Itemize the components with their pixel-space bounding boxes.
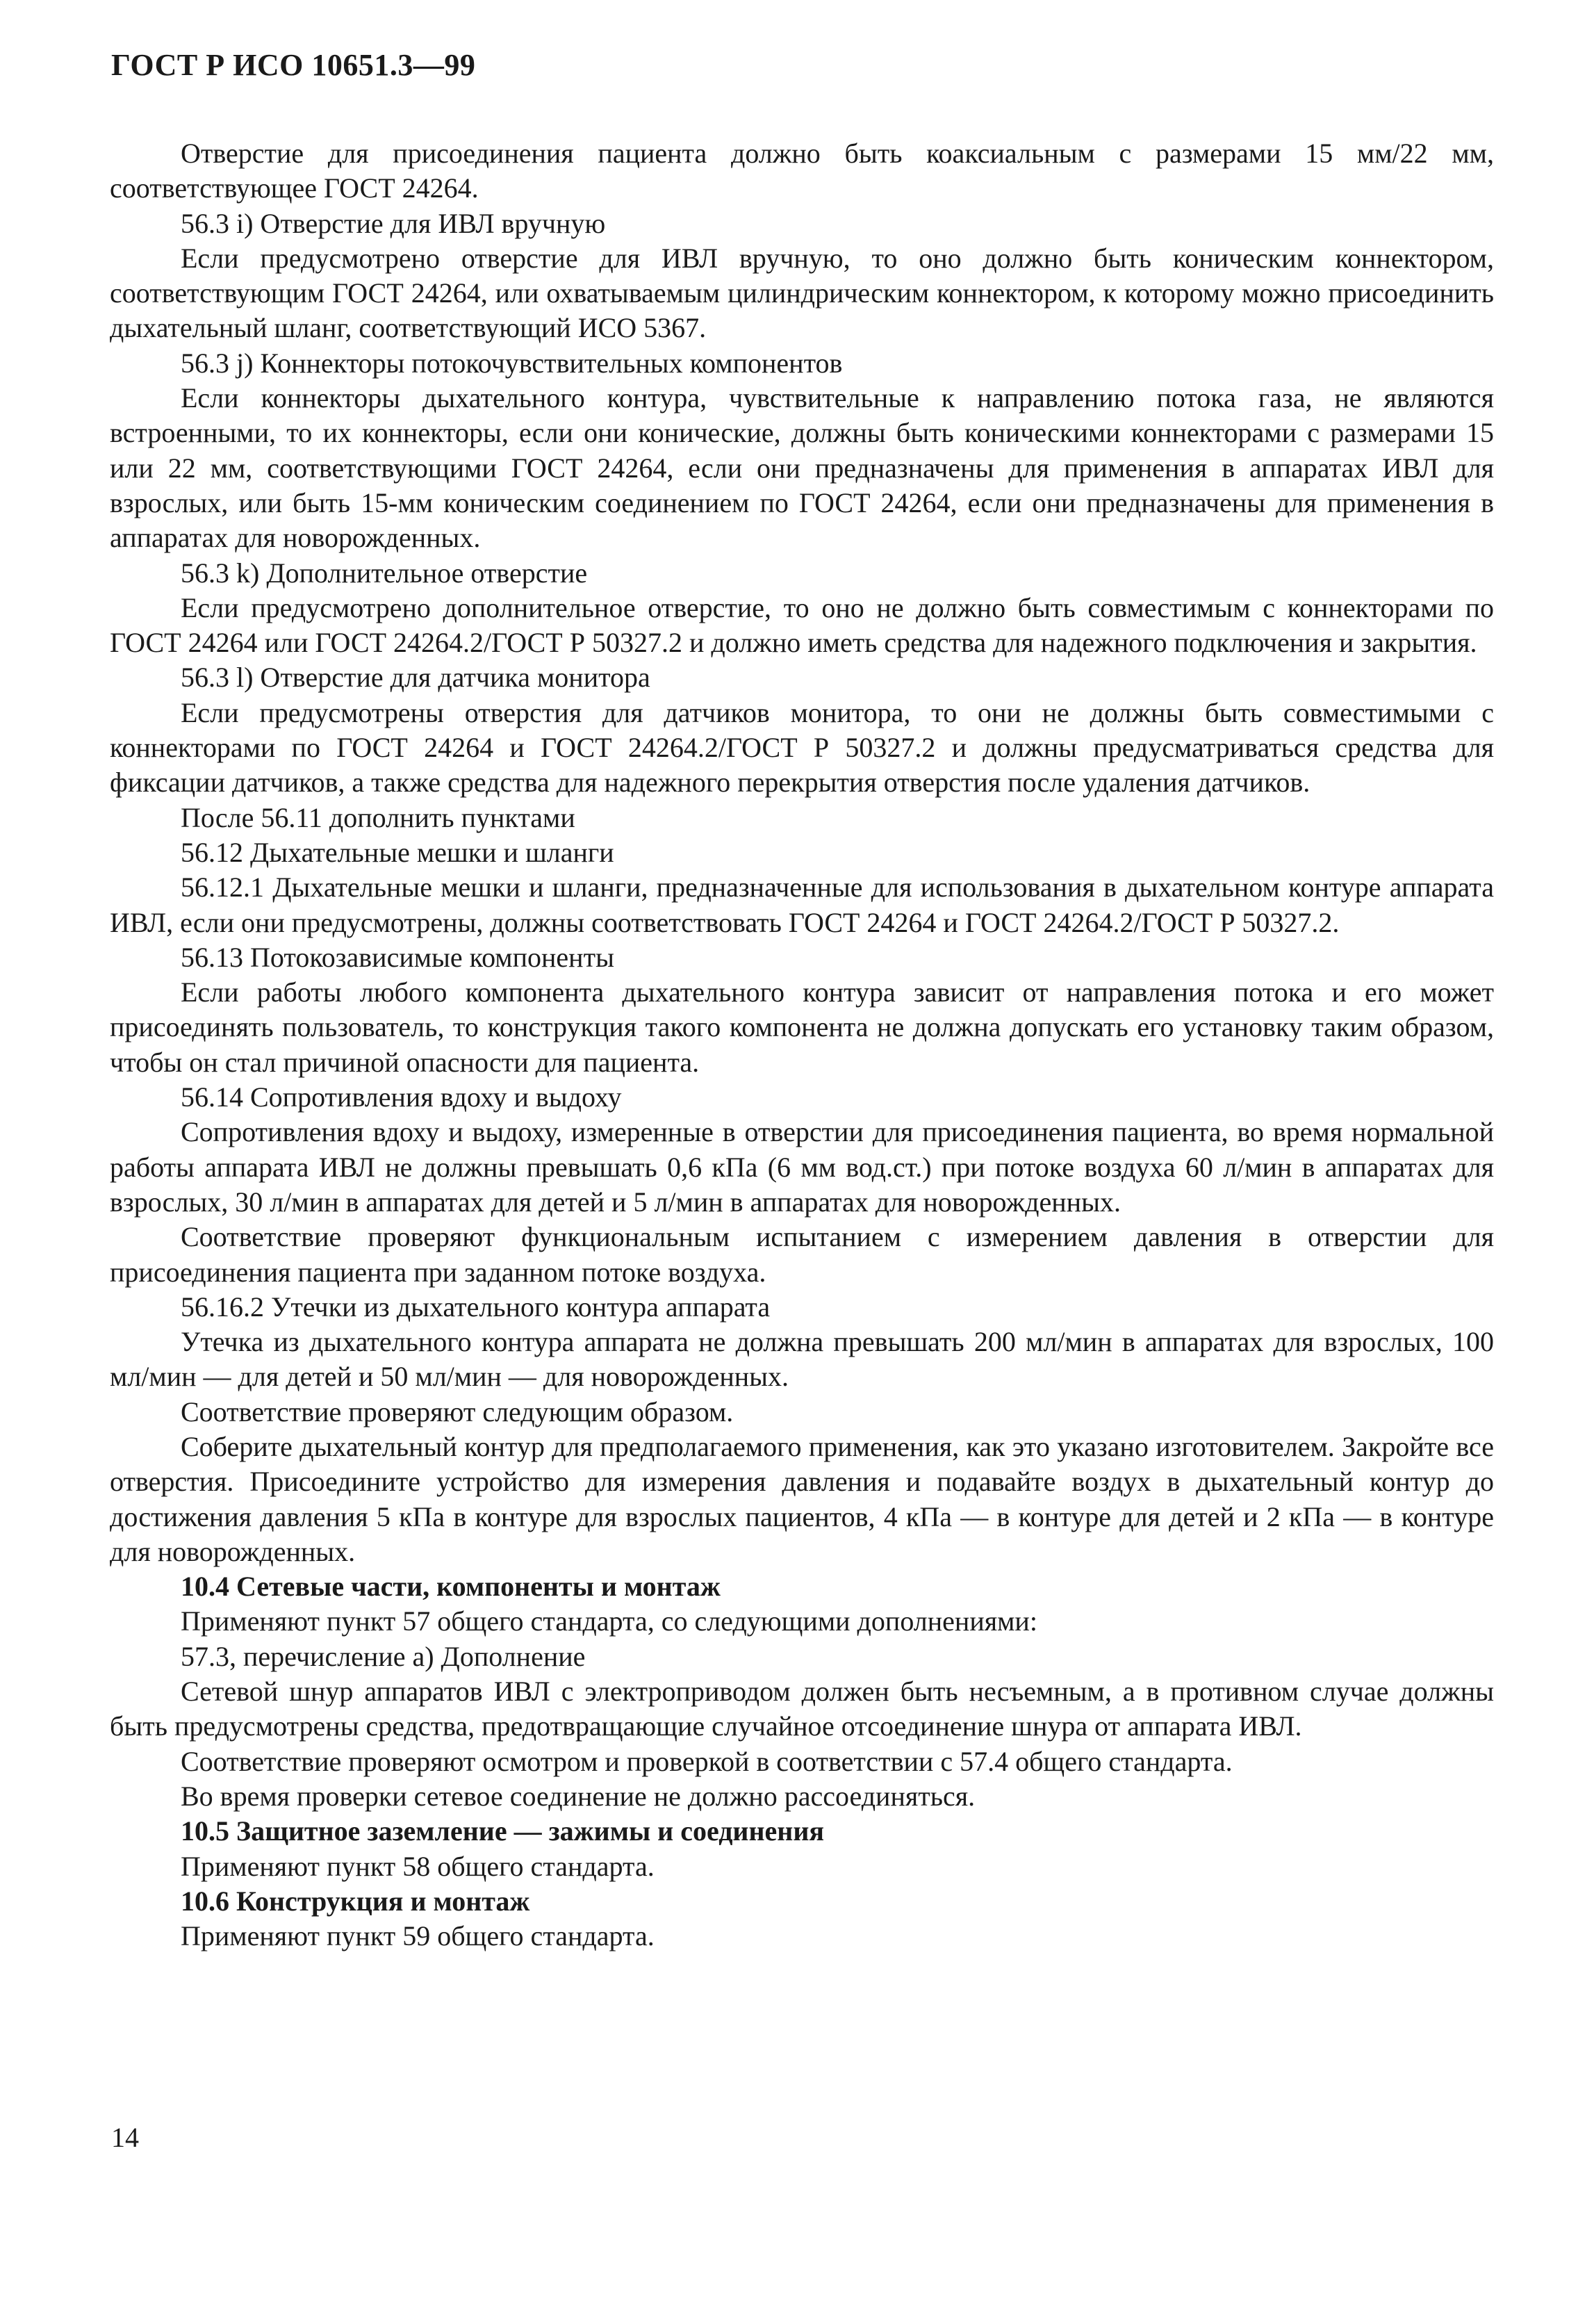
- body-paragraph: После 56.11 дополнить пунктами: [181, 801, 575, 833]
- body-paragraph: Во время проверки сетевое соединение не должно рассоединяться.: [181, 1780, 976, 1812]
- document-body: [110, 136, 1494, 1954]
- document-header: ГОСТ Р ИСО 10651.3—99: [111, 48, 476, 82]
- body-paragraph: 57.3, перечисление а) Дополнение: [181, 1640, 586, 1672]
- body-paragraph: Сопротивления вдоху и выдоху, измеренные в отверстии для присоединения пациента, во время нормальной работы аппарата ИВЛ не должны превышать 0,6 кПа (6 мм вод.ст.) при потоке воздуха 60 л/мин в аппаратах для взрослых, 30 л/мин в аппаратах для детей и 5 л/мин в аппаратах для новорожденных.: [110, 1116, 1494, 1218]
- body-paragraph: Применяют пункт 58 общего стандарта.: [181, 1850, 655, 1882]
- body-paragraph: 56.3 l) Отверстие для датчика монитора: [181, 662, 650, 694]
- body-paragraph: Отверстие для присоединения пациента должно быть коаксиальным с размерами 15 мм/22 мм, соответствующее ГОСТ 24264.: [110, 138, 1494, 204]
- body-paragraph: 56.14 Сопротивления вдоху и выдоху: [181, 1081, 622, 1113]
- body-paragraph: Соответствие проверяют функциональным испытанием с измерением давления в отверстии для присоединения пациента при заданном потоке воздуха.: [110, 1221, 1494, 1288]
- body-paragraph: Применяют пункт 57 общего стандарта, со следующими дополнениями:: [181, 1605, 1037, 1637]
- body-paragraph: 56.12.1 Дыхательные мешки и шланги, предназначенные для использования в дыхательном контуре аппарата ИВЛ, если они предусмотрены, должны соответствовать ГОСТ 24264 и ГОСТ 24264.2/ГОСТ Р 50327.2.: [110, 872, 1494, 938]
- body-paragraph: 56.3 i) Отверстие для ИВЛ вручную: [181, 207, 606, 239]
- body-paragraph: 56.13 Потокозависимые компоненты: [181, 941, 614, 973]
- page-number: 14: [111, 2122, 139, 2153]
- body-paragraph: Если предусмотрено отверстие для ИВЛ вручную, то оно должно быть коническим коннектором, соответствующим ГОСТ 24264, или охватываемым цилиндрическим коннектором, к которому можно присоединить дыхательный шланг, соответствующий ИСО 5367.: [110, 242, 1494, 344]
- section-heading: 10.6 Конструкция и монтаж: [181, 1885, 530, 1917]
- body-paragraph: Если коннекторы дыхательного контура, чувствительные к направлению потока газа, не являются встроенными, то их коннекторы, если они конические, должны быть коническими коннекторами с размерами 15 или 22 мм, соответствующими ГОСТ 24264, если они предназначены для применения в аппаратах ИВЛ для взрослых, или быть 15-мм коническим соединением по ГОСТ 24264, если они предназначены для применения в аппаратах для новорожденных.: [110, 382, 1494, 554]
- body-paragraph: 56.12 Дыхательные мешки и шланги: [181, 836, 614, 868]
- body-paragraph: Применяют пункт 59 общего стандарта.: [181, 1920, 655, 1952]
- body-paragraph: Соответствие проверяют осмотром и проверкой в соответствии с 57.4 общего стандарта.: [181, 1745, 1233, 1777]
- body-paragraph: Если работы любого компонента дыхательного контура зависит от направления потока и его может присоединять пользователь, то конструкция такого компонента не должна допускать его установку таким образом, чтобы он стал причиной опасности для пациента.: [110, 976, 1494, 1078]
- body-paragraph: 56.16.2 Утечки из дыхательного контура аппарата: [181, 1291, 771, 1323]
- body-paragraph: Если предусмотрено дополнительное отверстие, то оно не должно быть совместимым с коннекторами по ГОСТ 24264 или ГОСТ 24264.2/ГОСТ Р 50327.2 и должно иметь средства для надежного подключения и закрытия.: [110, 591, 1494, 659]
- body-paragraph: 56.3 j) Коннекторы потокочувствительных компонентов: [181, 347, 843, 379]
- body-paragraph: Утечка из дыхательного контура аппарата не должна превышать 200 мл/мин в аппаратах для взрослых, 100 мл/мин — для детей и 50 мл/мин — для новорожденных.: [110, 1326, 1494, 1393]
- section-heading: 10.5 Защитное заземление — зажимы и соединения: [181, 1815, 825, 1847]
- section-heading: 10.4 Сетевые части, компоненты и монтаж: [181, 1571, 721, 1603]
- body-paragraph: Сетевой шнур аппаратов ИВЛ с электроприводом должен быть несъемным, а в противном случае должны быть предусмотрены средства, предотвращающие случайное отсоединение шнура от аппарата ИВЛ.: [110, 1676, 1494, 1742]
- body-paragraph: Соберите дыхательный контур для предполагаемого применения, как это указано изготовителем. Закройте все отверстия. Присоедините устройство для измерения давления и подавайте воздух в дыхательный контур до достижения давления 5 кПа в контуре для взрослых пациентов, 4 кПа — в контуре для детей и 2 кПа — в контуре для новорожденных.: [110, 1430, 1494, 1567]
- body-paragraph: Если предусмотрены отверстия для датчиков монитора, то они не должны быть совместимыми с коннекторами по ГОСТ 24264 и ГОСТ 24264.2/ГОСТ Р 50327.2 и должны предусматриваться средства для фиксации датчиков, а также средства для надежного перекрытия отверстия после удаления датчиков.: [110, 696, 1494, 799]
- body-paragraph: 56.3 k) Дополнительное отверстие: [181, 557, 588, 589]
- body-paragraph: Соответствие проверяют следующим образом.: [181, 1396, 734, 1427]
